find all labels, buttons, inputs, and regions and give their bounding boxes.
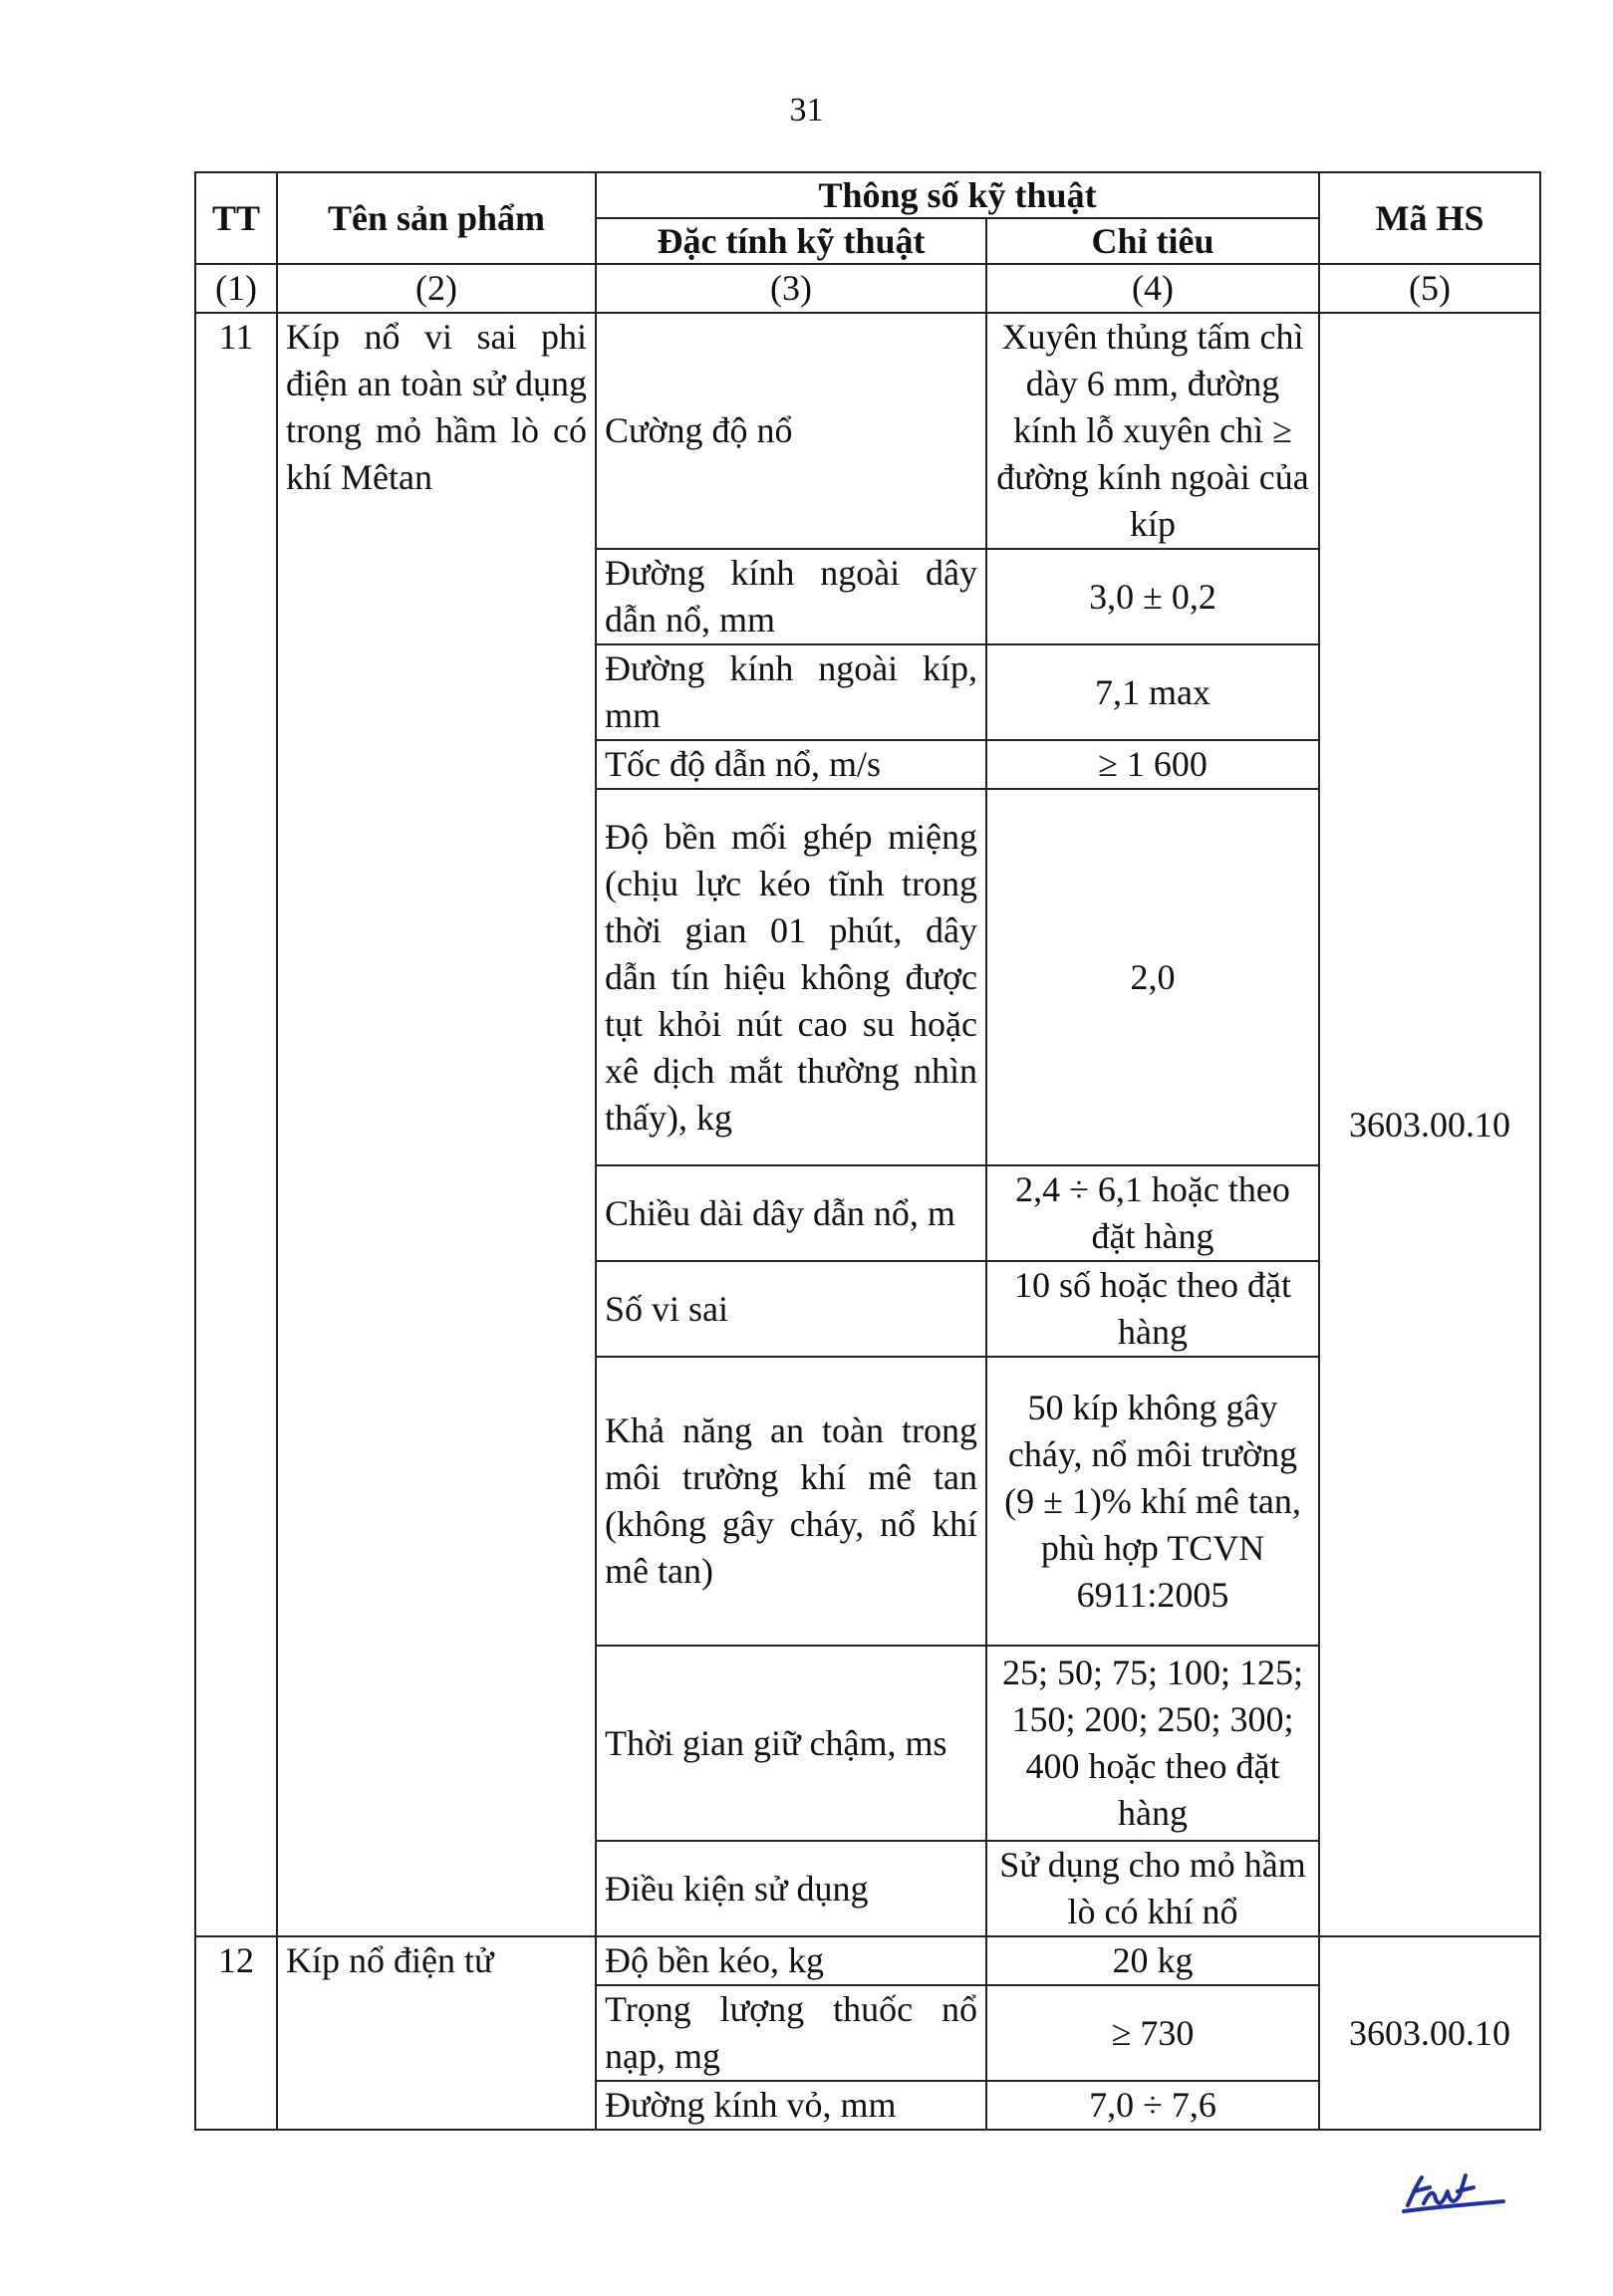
header-tech-params: Thông số kỹ thuật (596, 172, 1319, 218)
product-spec-table (194, 171, 1541, 2131)
spec-indicator: ≥ 730 (986, 1985, 1319, 2081)
product-name: Kíp nổ điện tử (277, 1936, 596, 2130)
spec-characteristic: Đường kính ngoài dây dẫn nổ, mm (596, 549, 986, 644)
spec-characteristic: Trọng lượng thuốc nổ nạp, mg (596, 1985, 986, 2081)
spec-indicator: 25; 50; 75; 100; 125; 150; 200; 250; 300; 400 hoặc theo đặt hàng (986, 1646, 1319, 1841)
product-tt: 12 (195, 1936, 277, 2130)
spec-indicator: 20 kg (986, 1936, 1319, 1985)
spec-characteristic: Đường kính ngoài kíp, mm (596, 644, 986, 740)
spec-indicator: Sử dụng cho mỏ hầm lò có khí nổ (986, 1841, 1319, 1936)
spec-characteristic: Tốc độ dẫn nổ, m/s (596, 740, 986, 789)
spec-indicator: 2,4 ÷ 6,1 hoặc theo đặt hàng (986, 1165, 1319, 1261)
spec-characteristic: Số vi sai (596, 1261, 986, 1357)
spec-characteristic: Điều kiện sử dụng (596, 1841, 986, 1936)
spec-characteristic: Chiều dài dây dẫn nổ, m (596, 1165, 986, 1261)
product-tt: 11 (195, 313, 277, 1936)
spec-indicator: ≥ 1 600 (986, 740, 1319, 789)
spec-characteristic: Độ bền mối ghép miệng (chịu lực kéo tĩnh trong thời gian 01 phút, dây dẫn tín hiệu không được tụt khỏi nút cao su hoặc xê dịch mắt thường nhìn thấy), kg (596, 789, 986, 1165)
spec-characteristic: Thời gian giữ chậm, ms (596, 1646, 986, 1841)
spec-characteristic: Đường kính vỏ, mm (596, 2081, 986, 2130)
column-number: (4) (986, 264, 1319, 313)
spec-indicator: 3,0 ± 0,2 (986, 549, 1319, 644)
header-tt: TT (195, 172, 277, 264)
spec-characteristic: Cường độ nổ (596, 313, 986, 549)
spec-indicator: 50 kíp không gây cháy, nổ môi trường (9 ± 1)% khí mê tan, phù hợp TCVN 6911:2005 (986, 1357, 1319, 1646)
header-hs-code: Mã HS (1319, 172, 1540, 264)
header-indicator: Chỉ tiêu (986, 218, 1319, 264)
spec-indicator: 2,0 (986, 789, 1319, 1165)
column-number: (5) (1319, 264, 1540, 313)
spec-indicator: 7,0 ÷ 7,6 (986, 2081, 1319, 2130)
spec-indicator: Xuyên thủng tấm chì dày 6 mm, đường kính lỗ xuyên chì ≥ đường kính ngoài của kíp (986, 313, 1319, 549)
header-tech-characteristics: Đặc tính kỹ thuật (596, 218, 986, 264)
signature-mark (1400, 2162, 1509, 2221)
header-product-name: Tên sản phẩm (277, 172, 596, 264)
column-number: (1) (195, 264, 277, 313)
column-number: (2) (277, 264, 596, 313)
spec-indicator: 7,1 max (986, 644, 1319, 740)
spec-characteristic: Khả năng an toàn trong môi trường khí mê tan (không gây cháy, nổ khí mê tan) (596, 1357, 986, 1646)
page-number: 31 (789, 92, 824, 128)
table-row (195, 313, 1540, 549)
spec-indicator: 10 số hoặc theo đặt hàng (986, 1261, 1319, 1357)
product-name: Kíp nổ vi sai phi điện an toàn sử dụng trong mỏ hầm lò có khí Mêtan (277, 313, 596, 1936)
product-hs-code: 3603.00.10 (1319, 1936, 1540, 2130)
spec-characteristic: Độ bền kéo, kg (596, 1936, 986, 1985)
product-hs-code: 3603.00.10 (1319, 313, 1540, 1936)
table-row (195, 1936, 1540, 1985)
column-number: (3) (596, 264, 986, 313)
